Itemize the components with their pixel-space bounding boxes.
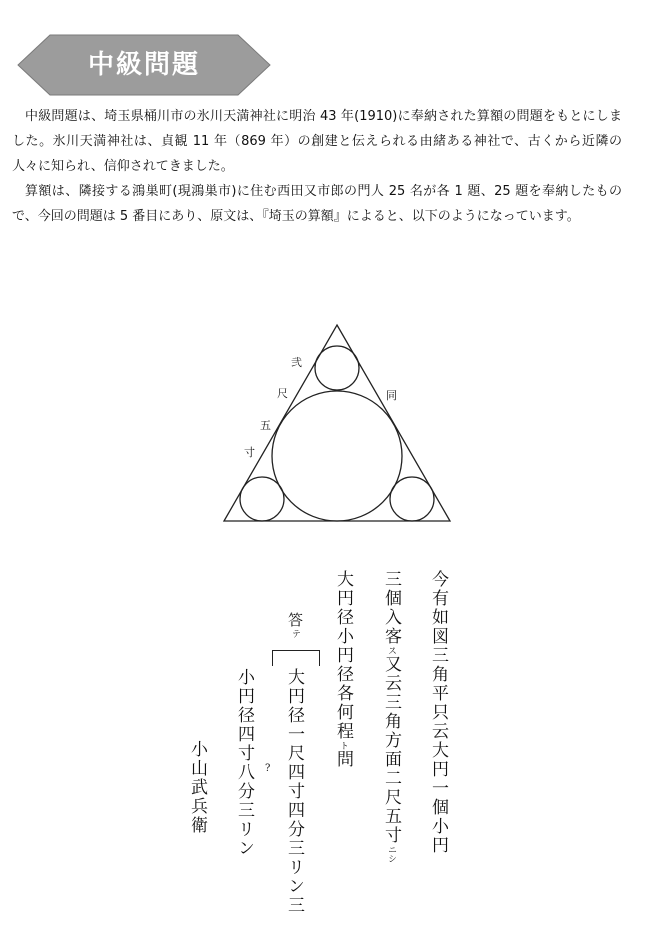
side-label-char: 尺 bbox=[277, 387, 288, 400]
text-run: 又云三角方面二尺五寸 bbox=[381, 655, 401, 845]
side-label-right: 同 bbox=[386, 389, 397, 402]
okurigana: ス bbox=[386, 646, 396, 655]
original-text-col1: 今有如図三角平只云大円一個小円 bbox=[428, 570, 448, 855]
text-run: 答 bbox=[286, 612, 304, 629]
answer-large-diameter: 大円径一尺四寸四分三リン三 bbox=[284, 668, 304, 915]
intro-text bbox=[12, 104, 622, 229]
sangaku-figure bbox=[215, 318, 465, 533]
small-circle-top bbox=[315, 346, 359, 390]
question-mark: ? bbox=[265, 763, 271, 774]
text-run: 大円径小円径各何程 bbox=[333, 570, 353, 741]
okurigana: ト bbox=[338, 741, 348, 750]
triangle-diagram bbox=[215, 318, 465, 533]
side-label-char: 寸 bbox=[244, 446, 255, 459]
page-title: 中級問題 bbox=[87, 50, 200, 80]
title-banner bbox=[16, 33, 272, 97]
text-run: 問 bbox=[333, 750, 353, 769]
answer-bracket bbox=[272, 650, 320, 666]
small-circle-right bbox=[390, 477, 434, 521]
side-label-char: 弐 bbox=[291, 356, 302, 369]
author-name: 小山武兵衛 bbox=[187, 740, 207, 835]
equilateral-triangle bbox=[224, 325, 450, 521]
okurigana: テ bbox=[290, 629, 300, 638]
intro-paragraph: 算額は、隣接する鴻巣町(現鴻巣市)に住む西田又市郎の門人 25 名が各 1 題、25 題を奉納したもので、今回の問題は 5 番目にあり、原文は、『埼玉の算額』によると、以下のようになっています。 bbox=[12, 184, 622, 224]
original-text-col2 bbox=[381, 570, 401, 863]
text-run: 三個入客 bbox=[381, 570, 401, 646]
answer-label bbox=[285, 612, 305, 638]
small-circle-left bbox=[240, 477, 284, 521]
answer-small-diameter: 小円径四寸八分三リン bbox=[234, 668, 254, 858]
original-text-col3 bbox=[333, 570, 353, 769]
intro-paragraph: 中級問題は、埼玉県桶川市の氷川天満神社に明治 43 年(1910)に奉納された算額の問題をもとにしました。氷川天満神社は、貞観 11 年（869 年）の創建と伝えられる由緒ある神社で、古くから近隣の人々に知られ、信仰されてきました。 bbox=[12, 109, 622, 174]
large-circle bbox=[272, 391, 402, 521]
okurigana: ニシ bbox=[386, 845, 396, 863]
side-label-char: 五 bbox=[260, 419, 271, 432]
